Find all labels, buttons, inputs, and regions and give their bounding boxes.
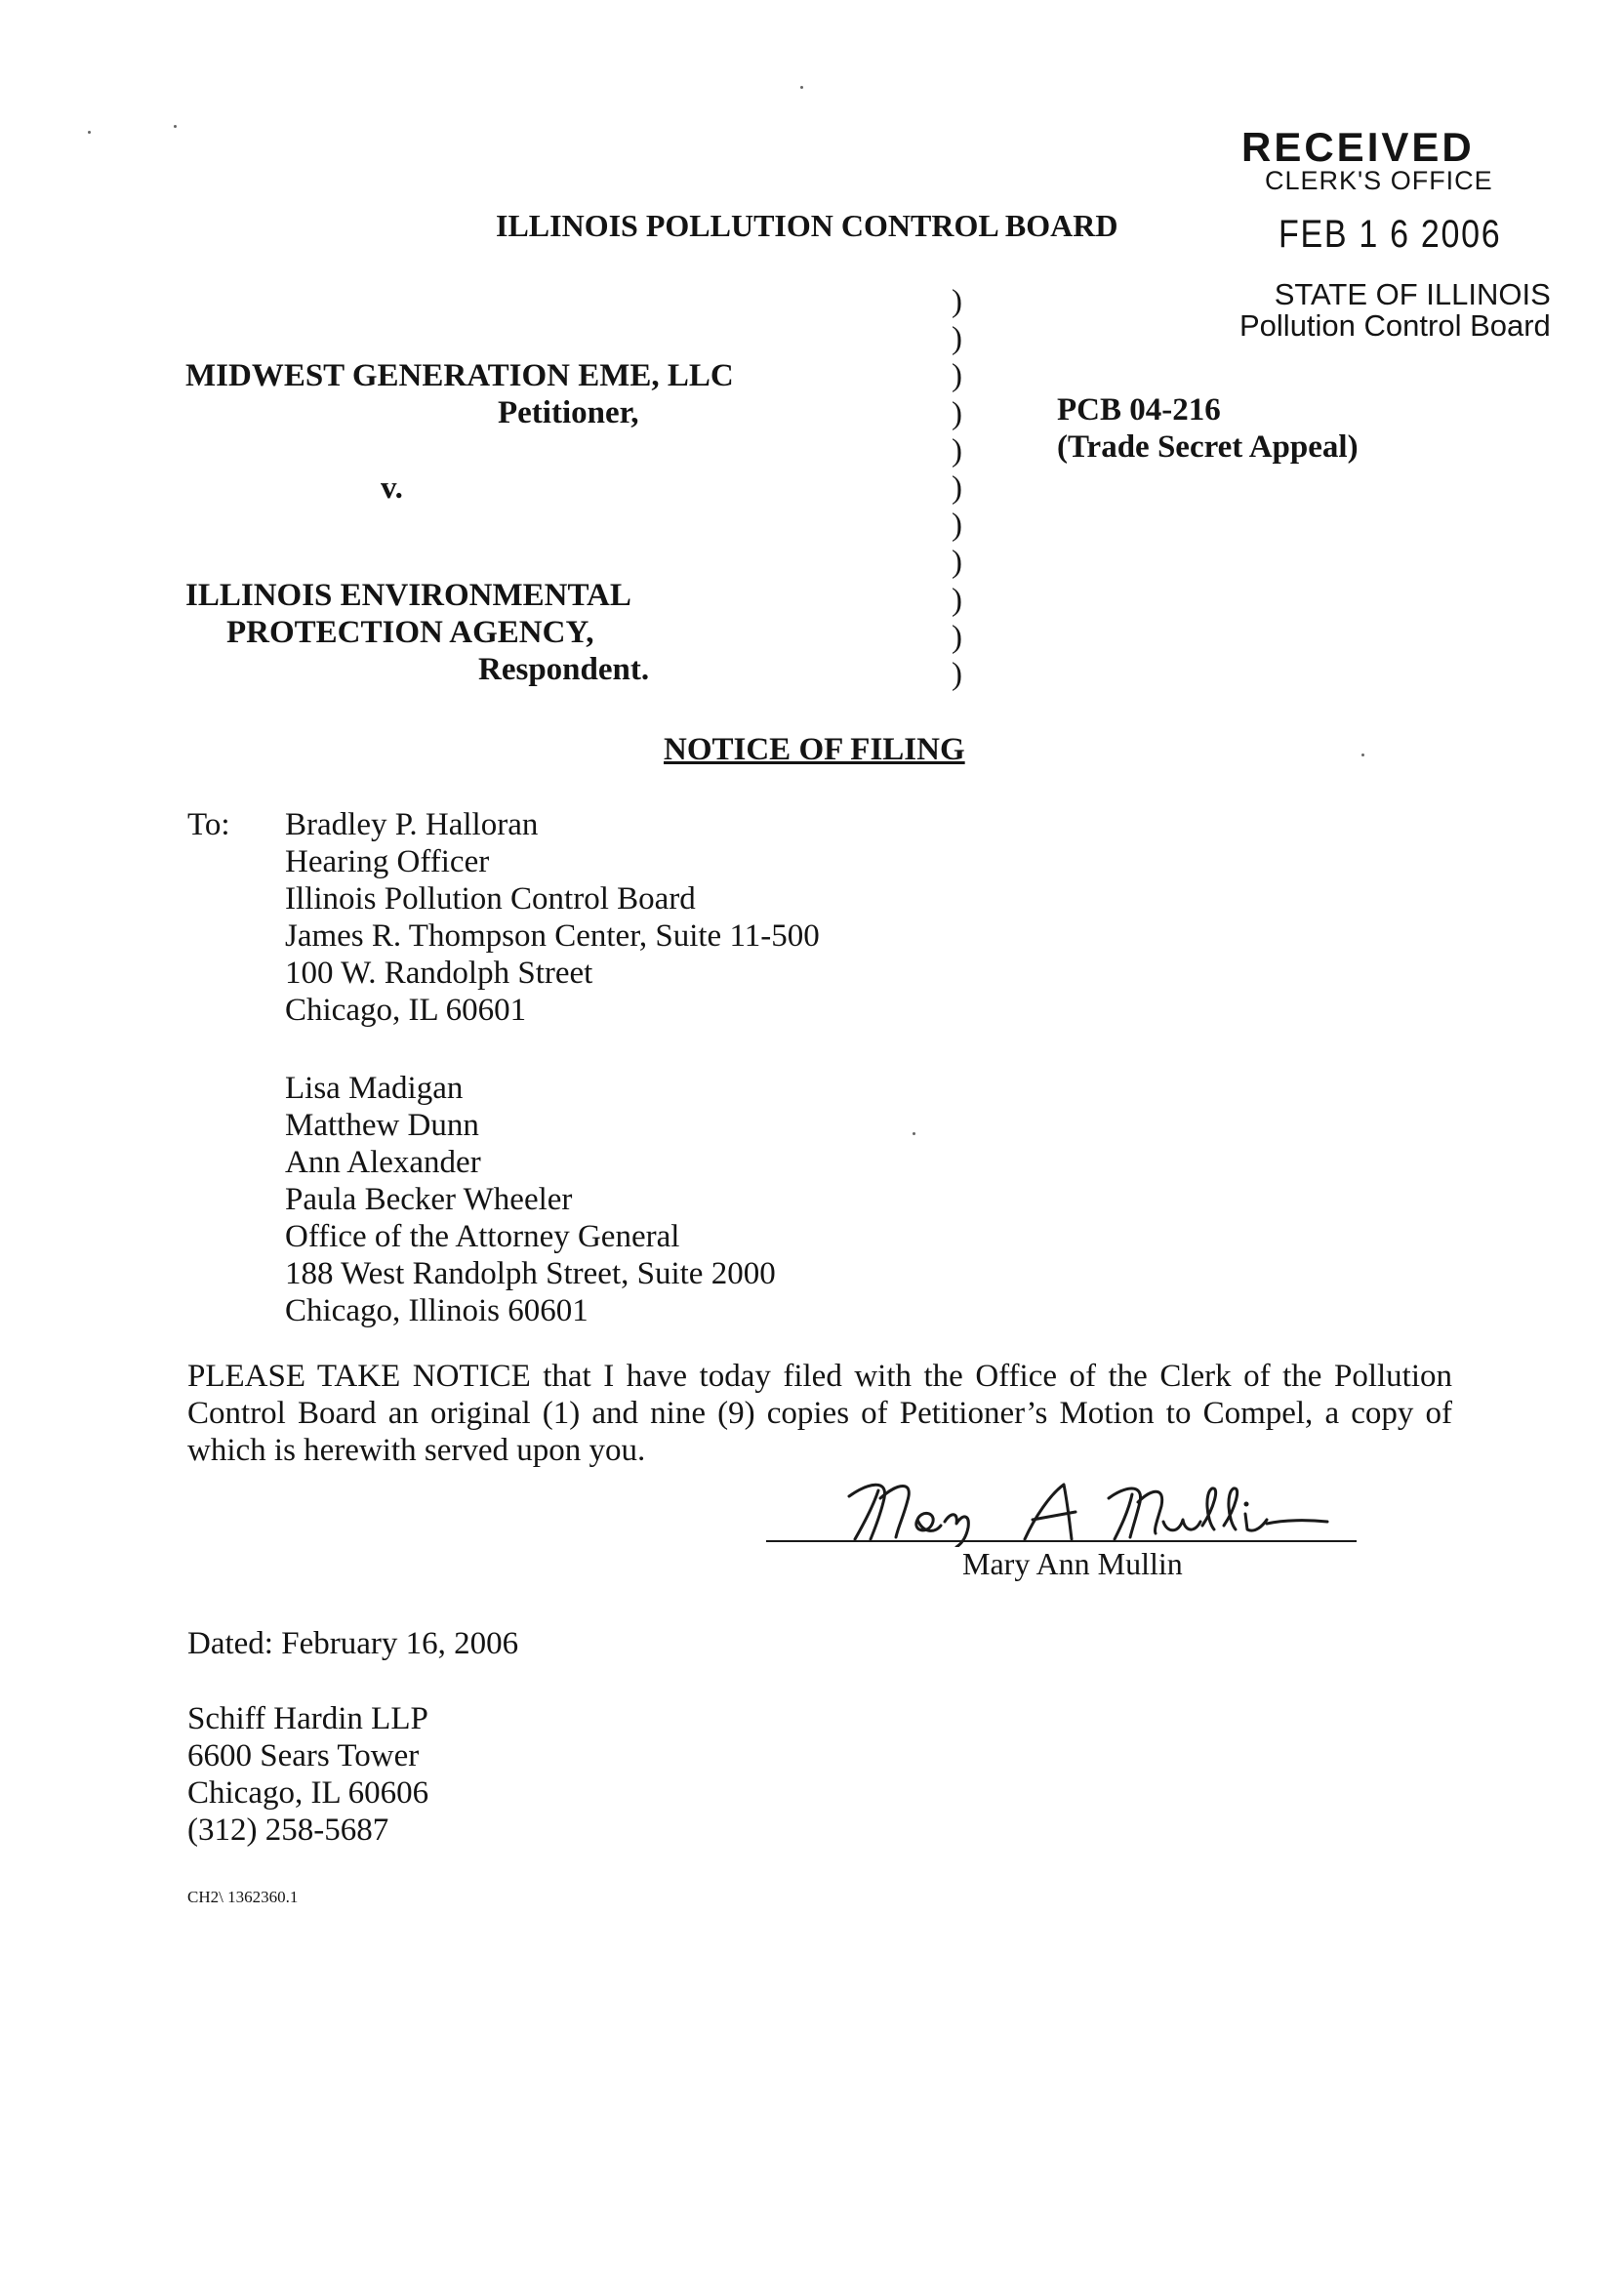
signature-line bbox=[766, 1540, 1357, 1542]
recipient-line: Hearing Officer bbox=[285, 844, 490, 879]
case-type: (Trade Secret Appeal) bbox=[1057, 429, 1359, 465]
respondent-role: Respondent. bbox=[478, 652, 650, 687]
paren: ) bbox=[952, 432, 962, 469]
to-label: To: bbox=[187, 807, 230, 842]
respondent-name-line-2: PROTECTION AGENCY, bbox=[226, 615, 594, 650]
stamp-board: Pollution Control Board bbox=[1239, 308, 1551, 343]
stamp-state: STATE OF ILLINOIS bbox=[1274, 277, 1551, 311]
notice-body: PLEASE TAKE NOTICE that I have today filed with the Office of the Clerk of the Pollution Control Board an original (1) and nine (9) copies of Petitioner’s Motion to Compel, a copy of which is herewith served upon you. bbox=[187, 1359, 1452, 1468]
paren: ) bbox=[952, 321, 962, 357]
recipient-line: 188 West Randolph Street, Suite 2000 bbox=[285, 1256, 776, 1291]
stamp-received: RECEIVED bbox=[1241, 124, 1475, 170]
scan-speck bbox=[88, 131, 91, 134]
paren: ) bbox=[952, 358, 962, 394]
case-info bbox=[1057, 391, 1359, 466]
stamp-clerks-office: CLERK'S OFFICE bbox=[1265, 166, 1493, 195]
firm-block bbox=[187, 1700, 428, 1849]
firm-line: Chicago, IL 60606 bbox=[187, 1775, 429, 1811]
case-number: PCB 04-216 bbox=[1057, 392, 1221, 428]
recipient-block bbox=[285, 1070, 776, 1329]
notice-title: NOTICE OF FILING bbox=[664, 732, 965, 767]
recipient-line: Bradley P. Halloran bbox=[285, 807, 539, 842]
petitioner-role: Petitioner, bbox=[498, 395, 639, 430]
paren: ) bbox=[952, 545, 962, 581]
recipient-line: Paula Becker Wheeler bbox=[285, 1182, 573, 1217]
paren: ) bbox=[952, 508, 962, 544]
stamp-state-block bbox=[1239, 279, 1551, 342]
paren: ) bbox=[952, 619, 962, 655]
recipient-line: Office of the Attorney General bbox=[285, 1219, 680, 1254]
paren: ) bbox=[952, 284, 962, 319]
paren: ) bbox=[952, 656, 962, 692]
scan-speck bbox=[800, 86, 803, 89]
signature-scribble bbox=[820, 1469, 1366, 1547]
caption-paren-column bbox=[952, 283, 962, 693]
paren: ) bbox=[952, 582, 962, 618]
recipient-line: Matthew Dunn bbox=[285, 1108, 479, 1143]
signer-name: Mary Ann Mullin bbox=[962, 1546, 1183, 1581]
petitioner-name: MIDWEST GENERATION EME, LLC bbox=[185, 358, 734, 393]
scan-speck bbox=[1361, 754, 1364, 756]
board-title: ILLINOIS POLLUTION CONTROL BOARD bbox=[496, 208, 1118, 243]
scan-speck bbox=[913, 1132, 915, 1135]
recipient-line: Lisa Madigan bbox=[285, 1071, 464, 1106]
stamp-date: FEB 1 6 2006 bbox=[1279, 213, 1502, 256]
respondent-name-line-1: ILLINOIS ENVIRONMENTAL bbox=[185, 578, 631, 613]
firm-line: Schiff Hardin LLP bbox=[187, 1701, 428, 1736]
firm-line: (312) 258-5687 bbox=[187, 1813, 389, 1848]
case-parties bbox=[185, 357, 771, 688]
versus: v. bbox=[381, 470, 403, 506]
recipient-line: Chicago, Illinois 60601 bbox=[285, 1293, 589, 1328]
paren: ) bbox=[952, 395, 962, 431]
recipient-line: James R. Thompson Center, Suite 11-500 bbox=[285, 918, 820, 954]
recipient-line: Ann Alexander bbox=[285, 1145, 481, 1180]
recipient-line: Chicago, IL 60601 bbox=[285, 993, 527, 1028]
firm-line: 6600 Sears Tower bbox=[187, 1738, 420, 1773]
scan-speck bbox=[174, 125, 177, 128]
recipient-line: Illinois Pollution Control Board bbox=[285, 881, 696, 917]
recipient-block bbox=[285, 806, 820, 1029]
paren: ) bbox=[952, 469, 962, 506]
dated-line: Dated: February 16, 2006 bbox=[187, 1626, 519, 1661]
document-id: CH2\ 1362360.1 bbox=[187, 1888, 299, 1906]
recipient-line: 100 W. Randolph Street bbox=[285, 956, 593, 991]
